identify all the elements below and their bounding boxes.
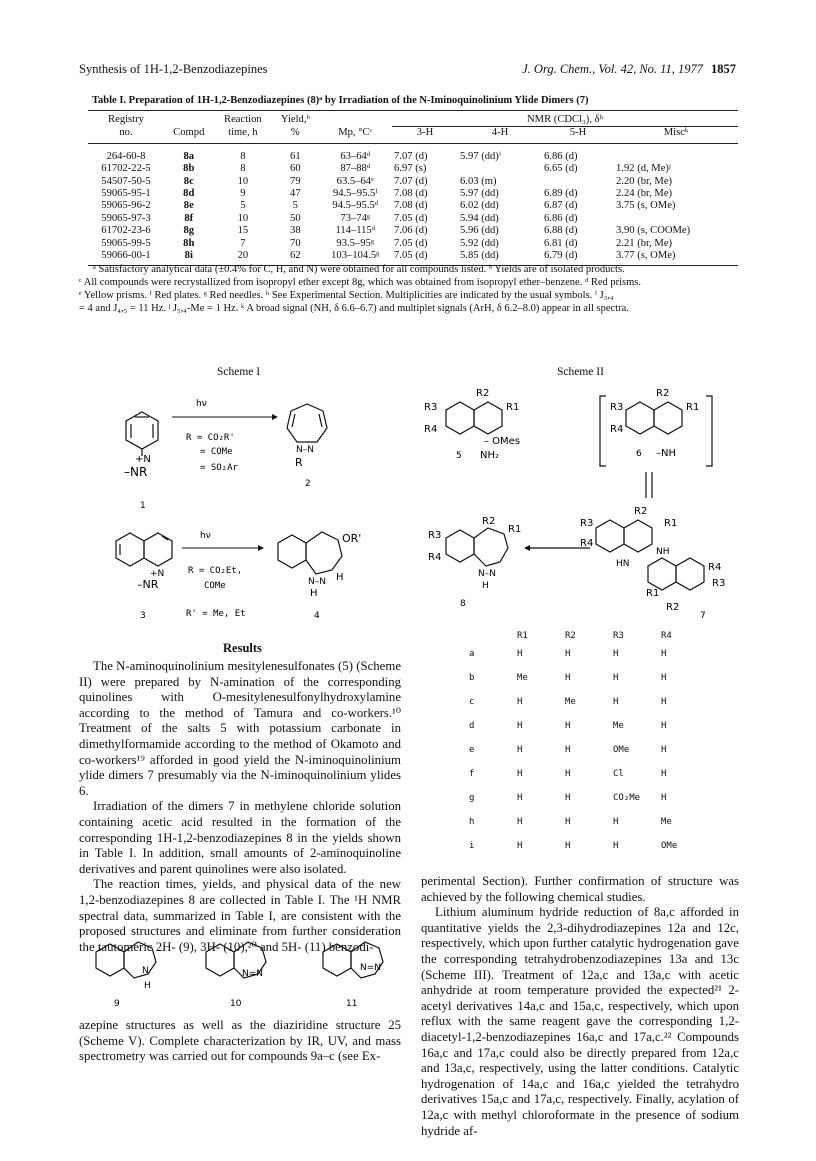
table-cell: 59066-00-1 [88, 250, 164, 266]
svg-text:N–N: N–N [296, 445, 314, 455]
table-cell: 94.5–95.5ᶠ [332, 188, 378, 200]
table-cell: 62 [272, 250, 318, 266]
table-row [88, 188, 738, 200]
h-label-2: H [310, 588, 318, 599]
r-definition: R = CO₂R' [186, 433, 235, 443]
benzodiazepine-product-structure [278, 532, 342, 574]
substituent-row [468, 762, 708, 786]
nh-label: –NH [656, 448, 676, 459]
substituent-cell: i [469, 841, 475, 851]
table-cell: 8 [240, 163, 246, 175]
table-cell: 38 [290, 225, 301, 237]
h-label: H [336, 572, 344, 583]
substituent-cell: H [661, 649, 667, 659]
sub-head: R1 [517, 631, 528, 641]
table-cell: 59065-96-2 [101, 200, 151, 212]
table-cell: 6.89 (d) [544, 188, 578, 200]
table-cell: 50 [290, 212, 301, 224]
substituent-cell: H [613, 817, 619, 827]
nr-label: –NR [124, 465, 148, 479]
substituent-cell: H [517, 817, 523, 827]
nh-label-7: NH [656, 547, 670, 557]
compound-8-label: 8 [460, 599, 466, 609]
substituent-cell: Me [517, 673, 528, 683]
col-head-nmr: NMR (CDCl₃), δʰ [392, 111, 738, 127]
substituent-cell: Me [613, 721, 624, 731]
table-cell: 7.08 (d) [394, 188, 428, 200]
table-cell: 6.86 (d) [544, 212, 578, 224]
col-head: 4-H [458, 127, 542, 143]
substituent-cell: Me [565, 697, 576, 707]
table-cell: 10 [237, 175, 249, 187]
right-column-text [421, 874, 739, 1139]
table-cell: 5.97 (dd) [460, 188, 499, 200]
substituent-cell: H [661, 697, 667, 707]
table-footnotes [79, 263, 739, 315]
table-cell: 7.05 (d) [392, 250, 458, 266]
substituent-cell: H [661, 673, 667, 683]
r1-label: R1 [686, 402, 700, 413]
substituent-cell: H [565, 721, 571, 731]
table-cell: 8 [240, 150, 246, 162]
r-definition: R = CO₂Et, [188, 566, 243, 576]
table-cell: 7.06 (d) [394, 225, 428, 237]
table-cell: 8b [183, 163, 195, 175]
table-cell: 264-60-8 [106, 150, 146, 162]
compound-4-label: 4 [314, 611, 320, 621]
results-paragraph: azepine structures as well as the diaziridine structure 25 (Scheme V). Complete characterization by IR, UV, and mass spectrometry was carried out for compounds 9a–c (see Ex- [79, 1018, 401, 1064]
results-paragraph: Irradiation of the dimers 7 in methylene chloride solution containing acetic acid resulted in the formation of the corresponding 1H-1,2-benzodiazepines 8 in the yields shown in Table I. In addition, small amounts of 2-aminoquinoline derivatives and parent quinolines were also isolated. [79, 799, 401, 876]
table-row [88, 213, 738, 225]
table-cell: 5 [240, 200, 246, 212]
table-header-row [88, 111, 738, 127]
r2-label: R2 [634, 506, 648, 517]
table-cell: 79 [290, 175, 301, 187]
table-cell: 3.75 (s, OMe) [616, 200, 676, 212]
table-cell: 5.94 (dd) [460, 212, 499, 224]
table-cell: 20 [214, 250, 273, 266]
r2-label: R2 [666, 602, 680, 613]
compound-7-label: 7 [700, 611, 706, 620]
table-cell [614, 143, 738, 163]
substituent-cell: c [469, 697, 475, 707]
col-head-reaction: Reaction [214, 111, 273, 127]
footnote-line: ᵉ Yellow prisms. ᶠ Red plates. ᵍ Red needles. ʰ See Experimental Section. Multiplicities are indicated by the usual symbols. ⁱ J₃,₄ [79, 290, 614, 301]
table-cell: 8e [183, 200, 194, 212]
compound-5-label: 5 [456, 451, 462, 461]
substituent-cell: H [565, 745, 571, 755]
table-cell: 2.24 (br, Me) [616, 188, 673, 200]
substituent-cell: h [469, 817, 475, 827]
table-cell: 8c [183, 175, 194, 187]
substituent-cell: OMe [661, 841, 678, 851]
substituent-cell: g [469, 793, 475, 803]
substituent-cell: H [517, 649, 523, 659]
table-cell: 59065-95-1 [101, 188, 151, 200]
sub-head: R4 [661, 631, 672, 641]
table-cell: 60 [290, 163, 301, 175]
col-head: Mp, °Cᶜ [318, 127, 392, 143]
table-cell: 6.65 (d) [544, 163, 578, 175]
footnote-line: ᵃ Satisfactory analytical data (±0.4% for C, H, and N) were obtained for all compounds listed. ᵇ Yields are of isolated products. [93, 264, 625, 275]
nh2-label: NH₂ [480, 450, 500, 461]
quinolinium-structure [116, 533, 172, 566]
table-cell: 3.90 (s, COOMe) [616, 225, 691, 237]
diazepine-structure [287, 404, 327, 442]
table-cell: 2.20 (br, Me) [616, 175, 673, 187]
table-cell: 114–115ᵈ [335, 225, 376, 237]
table-cell: 63–64ᵈ [340, 150, 371, 162]
table-cell: 9 [240, 188, 246, 200]
table-cell: 5.92 (dd) [460, 237, 499, 249]
svg-text:N: N [142, 966, 149, 976]
table-row [88, 176, 738, 188]
substituent-row [468, 786, 708, 810]
body-paragraph: perimental Section). Further confirmation of structure was achieved by the following chemical studies. [421, 874, 739, 904]
r4-label: R4 [708, 562, 722, 573]
table-cell: 59065-97-3 [101, 212, 151, 224]
scheme-1-title: Scheme I [217, 366, 261, 378]
table-cell: 8a [183, 150, 195, 162]
svg-text:N=N: N=N [360, 963, 382, 973]
substituent-row [468, 666, 708, 690]
results-text-top [79, 659, 401, 955]
r1-label: R1 [508, 524, 522, 535]
substituent-cell: H [517, 793, 523, 803]
col-head: % [272, 127, 318, 143]
table-cell: 54507-50-5 [101, 175, 151, 187]
page-number: 1857 [711, 62, 736, 76]
table-cell: 6.86 (d) [544, 150, 578, 162]
table-cell: 5.85 (dd) [458, 250, 542, 266]
table-cell: 7.08 (d) [394, 200, 428, 212]
r4-label: R4 [424, 424, 438, 435]
substituent-cell: d [469, 721, 475, 731]
substituent-cell: H [613, 841, 619, 851]
table-cell: 6.87 (d) [544, 200, 578, 212]
substituent-cell: e [469, 745, 475, 755]
table-cell: 70 [290, 237, 301, 249]
compound-9-label: 9 [114, 999, 120, 1009]
substituent-cell: H [517, 721, 523, 731]
substituent-cell: H [565, 793, 571, 803]
table-cell: 63.5–64ᵉ [336, 175, 374, 187]
col-head: 5-H [542, 127, 614, 143]
substituent-row [468, 810, 708, 834]
compound-1-label: 1 [140, 501, 146, 511]
table-cell: 8d [183, 188, 195, 200]
substituent-cell: H [565, 649, 571, 659]
compound-6-label: 6 [636, 449, 642, 459]
sub-head: R2 [565, 631, 576, 641]
table-cell [458, 163, 542, 175]
journal-citation [522, 62, 736, 77]
table-cell: 8g [183, 225, 195, 237]
table-cell [614, 213, 738, 225]
table-cell: 7 [240, 237, 246, 249]
substituent-cell: H [661, 793, 667, 803]
ome-label: – OMes [484, 436, 521, 447]
table-cell: 7.07 (d) [394, 150, 428, 162]
r1-label: R1 [664, 518, 678, 529]
h-label: H [482, 581, 489, 591]
hn-label: HN [616, 559, 630, 569]
substituent-table [468, 630, 708, 858]
substituent-cell: H [613, 649, 619, 659]
substituent-cell: f [469, 769, 475, 779]
scheme-1-diagram [110, 390, 410, 630]
r4-label: R4 [610, 424, 624, 435]
table-cell: 47 [290, 188, 301, 200]
table-cell: 10 [237, 212, 249, 224]
table-cell: 3.77 (s, OMe) [614, 250, 738, 266]
r1-label: R1 [646, 588, 660, 599]
substituent-row [468, 834, 708, 858]
col-head: time, h [214, 127, 273, 143]
table-cell: 6.81 (d) [544, 237, 578, 249]
table-cell: 2.21 (br, Me) [616, 237, 673, 249]
substituent-cell: Cl [613, 769, 624, 779]
r2-label: R2 [476, 388, 490, 399]
hv-label: hν [196, 399, 207, 409]
svg-text:N=N: N=N [242, 969, 264, 979]
r3-label: R3 [610, 402, 624, 413]
substituent-cell: H [661, 721, 667, 731]
substituent-header-row [468, 630, 708, 642]
table-cell [542, 176, 614, 188]
r3-label: R3 [428, 530, 442, 541]
body-paragraph: Lithium aluminum hydride reduction of 8a,c afforded in quantitative yields the 2,3-dihydrodiazepines 12a and 12c, respectively, which upon further catalytic hydrogenation gave the corresponding tetrahydrobenzodiazepines 13a and 13c (Scheme III). Treatment of 12a,c and 13a,c with acetic anhydride at room temperature provided the expected²¹ 2-acetyl derivatives 14a,c and 15a,c, respectively, which upon reflux with the same reagent gave the corresponding 1,2-diacetyl-1,2-benzodiazepines 16a,c and 17a,c.²² Compounds 16a,c and 17a,c could also be directly prepared from 12a,c and 13a,c, respectively, using the latter conditions. Catalytic hydrogenation of 14a,c and 16a,c yielded the tetrahydro derivatives 15a,c and 17a,c, respectively. Finally, acylation of 12a,c with methyl chloroformate in the presence of sodium hydride af- [421, 905, 739, 1138]
col-head: Compd [164, 127, 214, 143]
results-heading: Results [223, 641, 262, 655]
table-cell: 93.5–95ᵍ [336, 237, 375, 249]
substituent-cell: Me [661, 817, 672, 827]
col-head-registry: Registry [88, 111, 164, 127]
r2-label: R2 [482, 516, 496, 527]
table-cell: 7.05 (d) [394, 212, 428, 224]
footnote-line: ᶜ All compounds were recrystallized from isopropyl ether except 8g, which was obtained from isopropyl ether–benzene. ᵈ Red prisms. [79, 277, 642, 288]
table-cell: 5 [292, 200, 298, 212]
table-cell: 6.79 (d) [542, 250, 614, 266]
substituent-cell: b [469, 673, 475, 683]
compound-10-label: 10 [230, 999, 242, 1009]
table-row [88, 238, 738, 250]
data-table [88, 110, 738, 266]
sub-head: R3 [613, 631, 624, 641]
table-cell: 7.05 (d) [394, 237, 428, 249]
table-cell: 8f [184, 212, 194, 224]
col-head: 3-H [392, 127, 458, 143]
col-head-yield: Yield,ᵇ [272, 111, 318, 127]
svg-text:+N: +N [150, 569, 165, 579]
substituent-cell: H [613, 697, 619, 707]
compound-2-label: 2 [305, 479, 311, 489]
hv-label-2: hν [200, 531, 211, 541]
table-cell: 15 [237, 225, 249, 237]
table-cell: 103–104.5ᵍ [318, 250, 392, 266]
footnote-line: = 4 and J₄,₅ = 11 Hz. ʲ J₅,₄-Me = 1 Hz. ᵏ A broad signal (NH, δ 6.6–6.7) and multiplet signals (ArH, δ 6.2–8.0) appear in all spectra. [79, 303, 629, 314]
table-row [88, 225, 738, 237]
nr-label-2: –NR [137, 578, 159, 591]
substituent-row [468, 738, 708, 762]
table-cell: 5.96 (dd) [460, 225, 499, 237]
table-cell: 87–88ᵈ [340, 163, 371, 175]
table-cell: 6.97 (s) [394, 163, 427, 175]
r4-label: R4 [428, 552, 442, 563]
tautomer-structures [92, 930, 402, 1010]
col-head: no. [88, 127, 164, 143]
substituent-cell: H [517, 841, 523, 851]
r-definition: = COMe [200, 447, 233, 457]
substituent-cell: H [517, 745, 523, 755]
r3-label: R3 [580, 518, 594, 529]
substituent-cell: H [565, 817, 571, 827]
table-cell: 6.03 (m) [460, 175, 497, 187]
table-cell: 94.5–95.5ᵈ [332, 200, 379, 212]
substituent-cell: a [469, 649, 475, 659]
table-cell: 8i [164, 250, 214, 266]
results-paragraph: The reaction times, yields, and physical data of the new 1,2-benzodiazepines 8 are collected in Table I. The ¹H NMR spectral data, summarized in Table I, are consistent with the proposed structures and eliminate from further consideration the tautomeric 2H- (9), 3H- (10),²⁰ and 5H- (11) benzodi- [79, 877, 401, 954]
substituent-cell: H [565, 841, 571, 851]
substituent-cell: OMe [613, 745, 630, 755]
col-head-blank2 [318, 111, 392, 127]
svg-text:N–N: N–N [308, 577, 326, 587]
table-cell: 61 [290, 150, 301, 162]
scheme-2-diagram [420, 380, 740, 620]
substituent-row [468, 642, 708, 666]
substituent-cell: CO₂Me [613, 793, 641, 803]
r-definition: = SO₂Ar [200, 463, 238, 473]
compound-11-label: 11 [346, 999, 358, 1009]
r-definition: R' = Me, Et [186, 609, 246, 619]
r-label: R [295, 456, 303, 469]
r3-label: R3 [712, 578, 726, 589]
citation-text: J. Org. Chem., Vol. 42, No. 11, 1977 [522, 62, 703, 76]
results-paragraph: The N-aminoquinolinium mesitylenesulfonates (5) (Scheme II) were prepared by N-amination of the corresponding quinolines with O-mesitylenesulfonylhydroxylamine according to the method of Tamura and co-workers.¹⁰ Treatment of the salts 5 with potassium carbonate in dimethylformamide according to the method of Okamoto and co-workers¹⁹ afforded in good yield the N-iminoquinolinium ylide dimers 7 presumably via the N-iminoquinolinium ylides 6. [79, 659, 401, 798]
sub-head [468, 630, 516, 642]
table-header-row [88, 127, 738, 143]
substituent-row [468, 714, 708, 738]
table-cell: 61702-23-6 [101, 225, 151, 237]
table-cell: 59065-99-5 [101, 237, 151, 249]
pyridinium-structure [126, 412, 158, 456]
svg-text:H: H [144, 981, 151, 991]
substituent-cell: H [517, 697, 523, 707]
table-row [88, 163, 738, 175]
table-cell: 1.92 (d, Me)ʲ [616, 163, 671, 175]
col-head: Miscᵏ [614, 127, 738, 143]
r4-label: R4 [580, 538, 594, 549]
substituent-row [468, 690, 708, 714]
table-cell: 6.88 (d) [544, 225, 578, 237]
r1-label: R1 [506, 402, 520, 413]
table-cell: 8h [183, 237, 195, 249]
table-cell: 6.02 (dd) [460, 200, 499, 212]
substituent-cell: H [661, 745, 667, 755]
substituent-cell: H [565, 769, 571, 779]
table-caption: Table I. Preparation of 1H-1,2-Benzodiazepines (8)ᵃ by Irradiation of the N-Iminoquinolinium Ylide Dimers (7) [92, 95, 589, 106]
r3-label: R3 [424, 402, 438, 413]
table-cell: 5.97 (dd)ⁱ [460, 150, 501, 162]
table-row [88, 143, 738, 163]
substituent-cell: H [517, 769, 523, 779]
r2-label: R2 [656, 388, 670, 399]
r-definition: COMe [204, 581, 226, 591]
table-cell: 61702-22-5 [101, 163, 151, 175]
substituent-cell: H [661, 769, 667, 779]
svg-text:+N: +N [135, 454, 151, 465]
col-head-blank [164, 111, 214, 127]
substituent-cell: H [565, 673, 571, 683]
or-label: OR' [342, 532, 362, 545]
svg-text:N–N: N–N [478, 569, 496, 579]
running-title: Synthesis of 1H-1,2-Benzodiazepines [79, 62, 268, 76]
scheme-2-title: Scheme II [557, 366, 604, 378]
substituent-cell: H [613, 673, 619, 683]
table-row [88, 200, 738, 212]
compound-3-label: 3 [140, 611, 146, 621]
table-cell: 7.07 (d) [394, 175, 428, 187]
table-cell: 73–74ᵍ [340, 212, 371, 224]
